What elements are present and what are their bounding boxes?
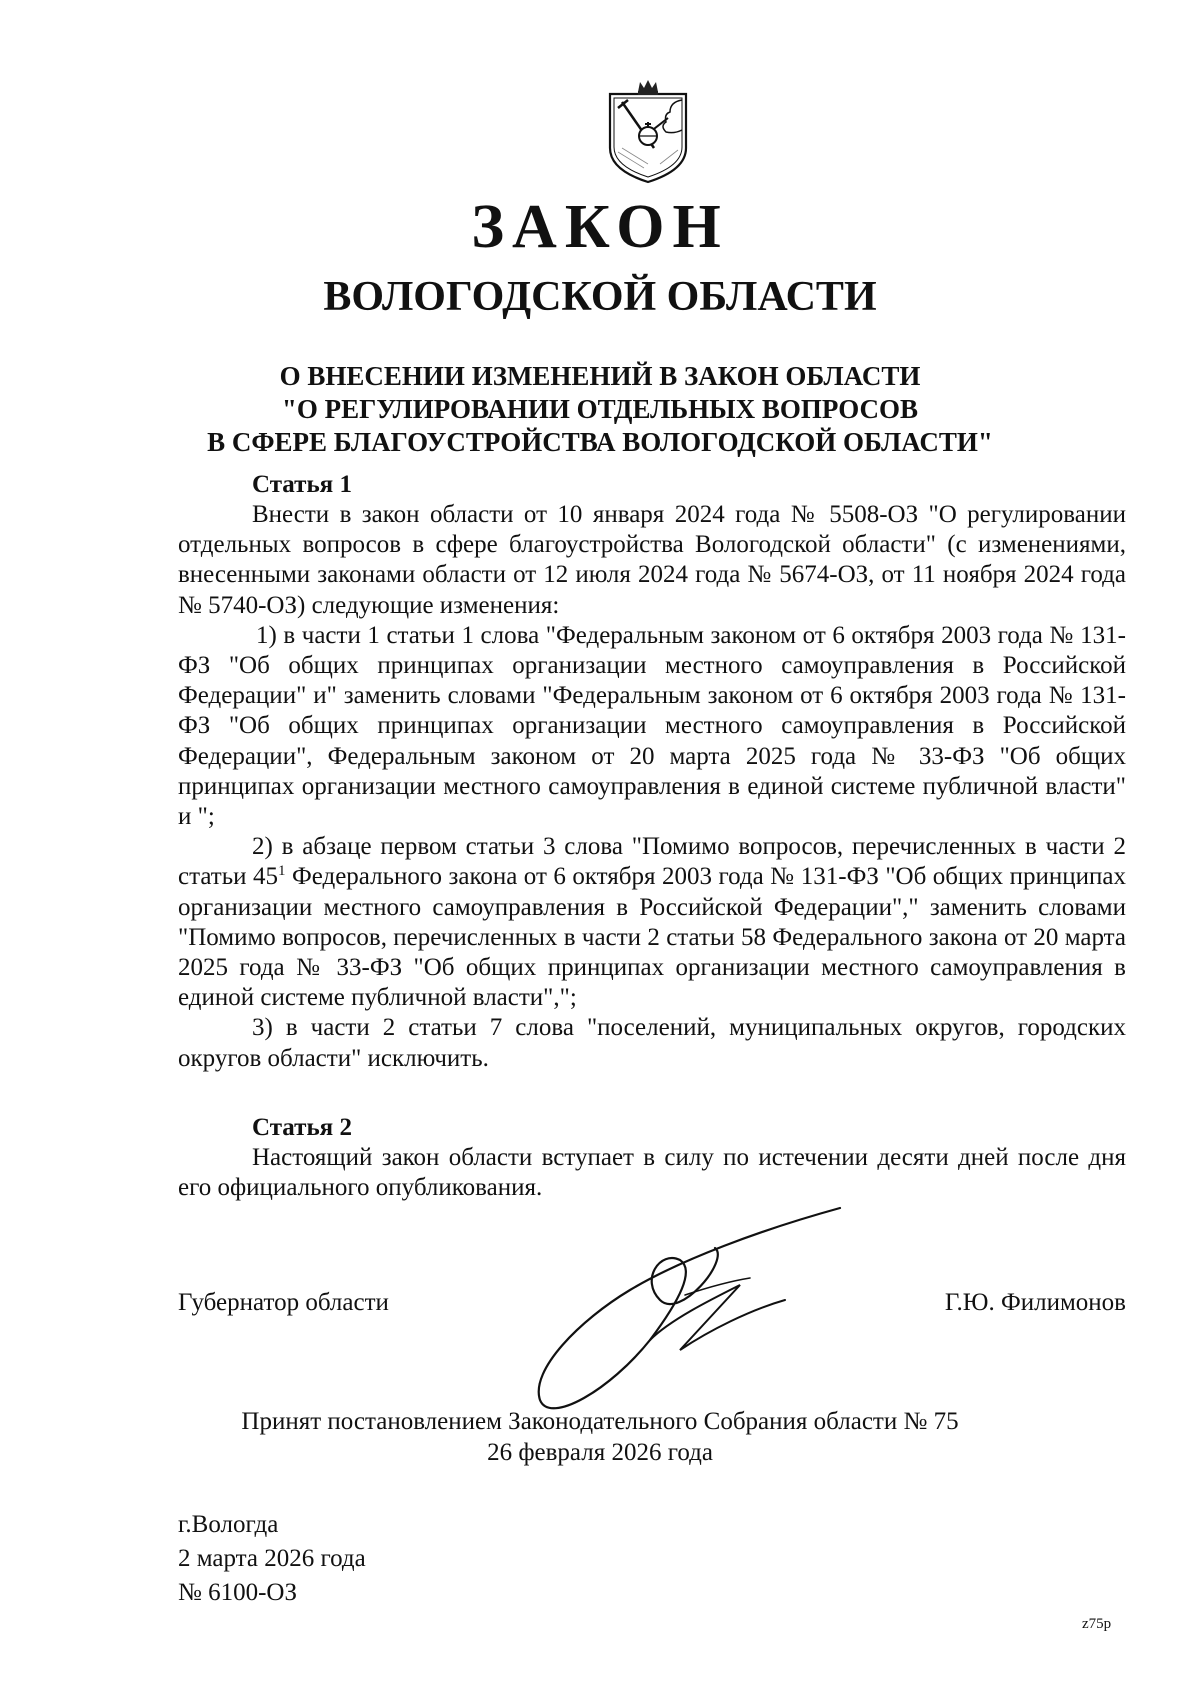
article-1-item-1: 1) в части 1 статьи 1 слова "Федеральным законом от 6 октября 2003 года № 131-ФЗ "Об общих принципах организации местного самоуправления в Российской Федерации" и" заменить словами "Федеральным законом от 6 октября 2003 года № 131-ФЗ "Об общих принципах организации местного самоуправления в Российской Федерации", Федеральным законом от 20 марта 2025 года № 33-ФЗ "Об общих принципах организации местного самоуправления в единой системе публичной власти" и "; [178,621,1126,831]
article-2-title: Статья 2 [252,1114,352,1141]
article-1-item-2 [178,832,1126,1013]
adoption-date: 26 февраля 2026 года [487,1439,713,1466]
adoption-line: Принят постановлением Законодательного Собрания области № 75 [241,1408,959,1435]
law-heading-line: "О РЕГУЛИРОВАНИИ ОТДЕЛЬНЫХ ВОПРОСОВ [281,394,919,424]
signatory-position: Губернатор области [178,1289,389,1316]
article-1-body [178,500,1126,1074]
signatory-name: Г.Ю. Филимонов [944,1289,1126,1316]
document-code: z75p [1082,1616,1112,1632]
law-heading-line: О ВНЕСЕНИИ ИЗМЕНЕНИЙ В ЗАКОН ОБЛАСТИ [279,361,921,391]
document-subtitle: ВОЛОГОДСКОЙ ОБЛАСТИ [323,274,877,320]
item-2-text-start: 2) в абзаце первом статьи 3 слова "Помимо вопросов, перечисленных в части 2 статьи 45 [178,833,1126,891]
adoption-info [0,1406,1200,1468]
article-2-text: Настоящий закон области вступает в силу по истечении десяти дней после дня его официального опубликования. [178,1144,1126,1202]
city: г.Вологда [178,1511,279,1538]
document-registry-info [178,1508,366,1610]
document-title: ЗАКОН [471,193,729,261]
article-1-title: Статья 1 [252,471,352,498]
article-1-item-3: 3) в части 2 статьи 7 слова "поселений, муниципальных округов, городских округов области" исключить. [178,1014,1126,1072]
superscript-index: 1 [277,863,286,880]
law-heading [0,360,1200,459]
law-number: № 6100-ОЗ [178,1579,298,1606]
article-1-intro: Внести в закон области от 10 января 2024 года № 5508-ОЗ "О регулировании отдельных вопросов в сфере благоустройства Вологодской области" (с изменениями, внесенными законами области от 12 июля 2024 года № 5674-ОЗ, от 11 ноября 2024 года № 5740-ОЗ) следующие изменения: [178,501,1126,619]
law-heading-line: В СФЕРЕ БЛАГОУСТРОЙСТВА ВОЛОГОДСКОЙ ОБЛАСТИ" [207,427,993,457]
vologda-coat-of-arms-icon [604,78,692,186]
handwritten-signature-icon [510,1190,850,1420]
item-2-text-end: Федерального закона от 6 октября 2003 года № 131-ФЗ "Об общих принципах организации местного самоуправления в Российской Федерации"," заменить словами "Помимо вопросов, перечисленных в части 2 статьи 58 Федерального закона от 20 марта 2025 года № 33-ФЗ "Об общих принципах организации местного самоуправления в единой системе публичной власти","; [178,863,1126,1012]
signing-date: 2 марта 2026 года [178,1545,366,1572]
